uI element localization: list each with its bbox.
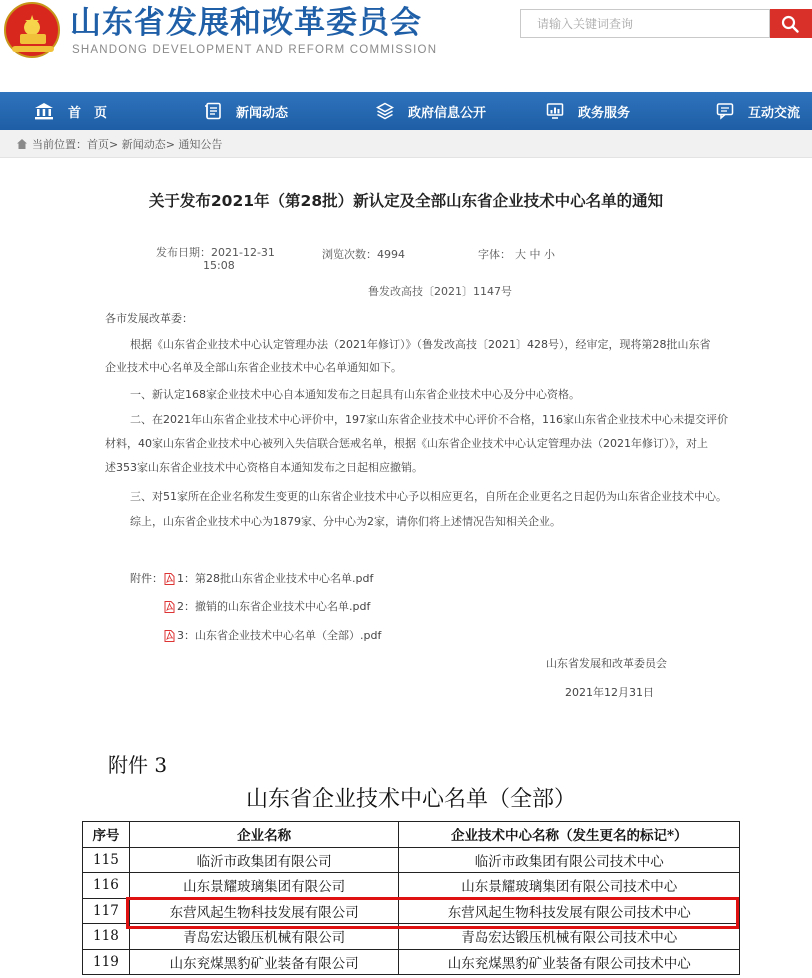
column-header: 企业名称: [129, 822, 399, 848]
table-cell: 119: [83, 949, 130, 975]
paragraph: 企业技术中心名单及全部山东省企业技术中心名单通知如下。: [105, 361, 402, 374]
table-cell: 青岛宏达锻压机械有限公司技术中心: [399, 924, 740, 950]
table-cell: 117: [83, 898, 130, 924]
publish-date: [156, 246, 275, 272]
highlight-box: [126, 897, 739, 929]
table-cell: 临沂市政集团有限公司: [129, 847, 399, 873]
pdf-icon: [164, 630, 175, 642]
signature-date: 2021年12月31日: [565, 686, 654, 699]
table-header-row: [83, 822, 740, 848]
views-value: 4994: [377, 248, 405, 261]
nav-item-home[interactable]: [34, 92, 107, 130]
site-header: [0, 0, 812, 92]
home-icon: [34, 102, 54, 120]
paragraph: 综上，山东省企业技术中心为1879家、分中心为2家，请你们将上述情况告知相关企业。: [130, 515, 561, 528]
home-small-icon: [16, 138, 28, 150]
table-cell: 山东兖煤黑豹矿业装备有限公司: [129, 949, 399, 975]
table-cell: 青岛宏达锻压机械有限公司: [129, 924, 399, 950]
table-cell: 116: [83, 873, 130, 899]
paragraph: 三、对51家所在企业名称发生变更的山东省企业技术中心予以相应更名，自所在企业更名之日起仍为山东省企业技术中心。: [130, 490, 727, 503]
list-title: 山东省企业技术中心名单（全部）: [245, 787, 576, 812]
chart-icon: [546, 102, 564, 120]
attachment-link-text[interactable]: 2：撤销的山东省企业技术中心名单.pdf: [177, 600, 371, 613]
table-row: [83, 873, 740, 899]
nav-label: 互动交流: [748, 105, 801, 121]
main-nav: [0, 92, 812, 130]
nav-label: 首 页: [68, 105, 108, 121]
table-row: [83, 847, 740, 873]
table-cell: 山东景耀玻璃集团有限公司: [129, 873, 399, 899]
search-input[interactable]: [521, 10, 761, 37]
table-cell: 东营风起生物科技发展有限公司: [129, 898, 399, 924]
breadcrumb-path[interactable]: 首页> 新闻动态> 通知公告: [87, 137, 223, 151]
site-subtitle: SHANDONG DEVELOPMENT AND REFORM COMMISSION: [72, 44, 438, 56]
column-header: 企业技术中心名称（发生更名的标记*）: [399, 822, 740, 848]
chat-icon: [716, 102, 734, 120]
attachments-label: 附件：: [130, 572, 163, 585]
breadcrumb-prefix: 当前位置：: [32, 137, 87, 151]
table-cell: 临沂市政集团有限公司技术中心: [399, 847, 740, 873]
paragraph: 根据《山东省企业技术中心认定管理办法（2021年修订）》（鲁发改高技〔2021〕428号），经审定，现将第28批山东省: [130, 338, 711, 351]
table-cell: 东营风起生物科技发展有限公司技术中心: [399, 898, 740, 924]
attachment-link-text[interactable]: 3：山东省企业技术中心名单（全部）.pdf: [177, 629, 382, 642]
signature: 山东省发展和改革委员会: [546, 657, 667, 670]
time-value: 15:08: [203, 259, 235, 272]
table-cell: 118: [83, 924, 130, 950]
pdf-icon: [164, 601, 175, 613]
nav-label: 政府信息公开: [408, 105, 487, 121]
attachment-link[interactable]: [164, 566, 373, 591]
table-cell: 山东景耀玻璃集团有限公司技术中心: [399, 873, 740, 899]
nav-label: 新闻动态: [236, 105, 289, 121]
font-size-options[interactable]: 大 中 小: [515, 248, 555, 261]
table-cell: 山东兖煤黑豹矿业装备有限公司技术中心: [399, 949, 740, 975]
paragraph: 一、新认定168家企业技术中心自本通知发布之日起具有山东省企业技术中心及分中心资格。: [130, 388, 580, 401]
nav-item-interaction[interactable]: [716, 92, 800, 130]
date-label: 发布日期：: [156, 246, 211, 259]
search-button[interactable]: [770, 9, 812, 38]
article-title: 关于发布2021年（第28批）新认定及全部山东省企业技术中心名单的通知: [148, 192, 664, 210]
paragraph: 述353家山东省企业技术中心资格自本通知发布之日起相应撤销。: [105, 461, 423, 474]
nav-item-news[interactable]: [204, 92, 288, 130]
news-icon: [204, 102, 222, 120]
table-cell: 115: [83, 847, 130, 873]
national-emblem-logo: ★: [4, 2, 60, 58]
font-size-switch: [478, 246, 555, 262]
view-count: [322, 246, 405, 262]
paragraph: 材料，40家山东省企业技术中心被列入失信联合惩戒名单，根据《山东省企业技术中心认定管理办法（2021年修订）》，对上: [105, 437, 708, 450]
search-icon: [781, 15, 799, 33]
date-value: 2021-12-31: [211, 246, 275, 259]
nav-item-gov-info[interactable]: [376, 92, 486, 130]
nav-item-services[interactable]: [546, 92, 630, 130]
attachment-link-text[interactable]: 1：第28批山东省企业技术中心名单.pdf: [177, 572, 374, 585]
attachment-link[interactable]: [164, 623, 381, 648]
column-header: 序号: [83, 822, 130, 848]
site-title[interactable]: 山东省发展和改革委员会: [70, 5, 422, 41]
layers-icon: [376, 102, 394, 120]
paragraph: 各市发展改革委：: [105, 312, 193, 325]
table-row: [83, 949, 740, 975]
pdf-icon: [164, 573, 175, 585]
attachment-link[interactable]: [164, 594, 370, 619]
search-box: [520, 9, 770, 38]
views-label: 浏览次数：: [322, 248, 377, 261]
attachment-3-label: 附件 3: [108, 753, 168, 777]
paragraph: 二、在2021年山东省企业技术中心评价中，197家山东省企业技术中心评价不合格，116家山东省企业技术中心未提交评价: [130, 413, 728, 426]
font-label: 字体：: [478, 248, 511, 261]
breadcrumb: [0, 130, 812, 158]
document-number: 鲁发改高技〔2021〕1147号: [368, 285, 512, 298]
nav-label: 政务服务: [578, 105, 631, 121]
